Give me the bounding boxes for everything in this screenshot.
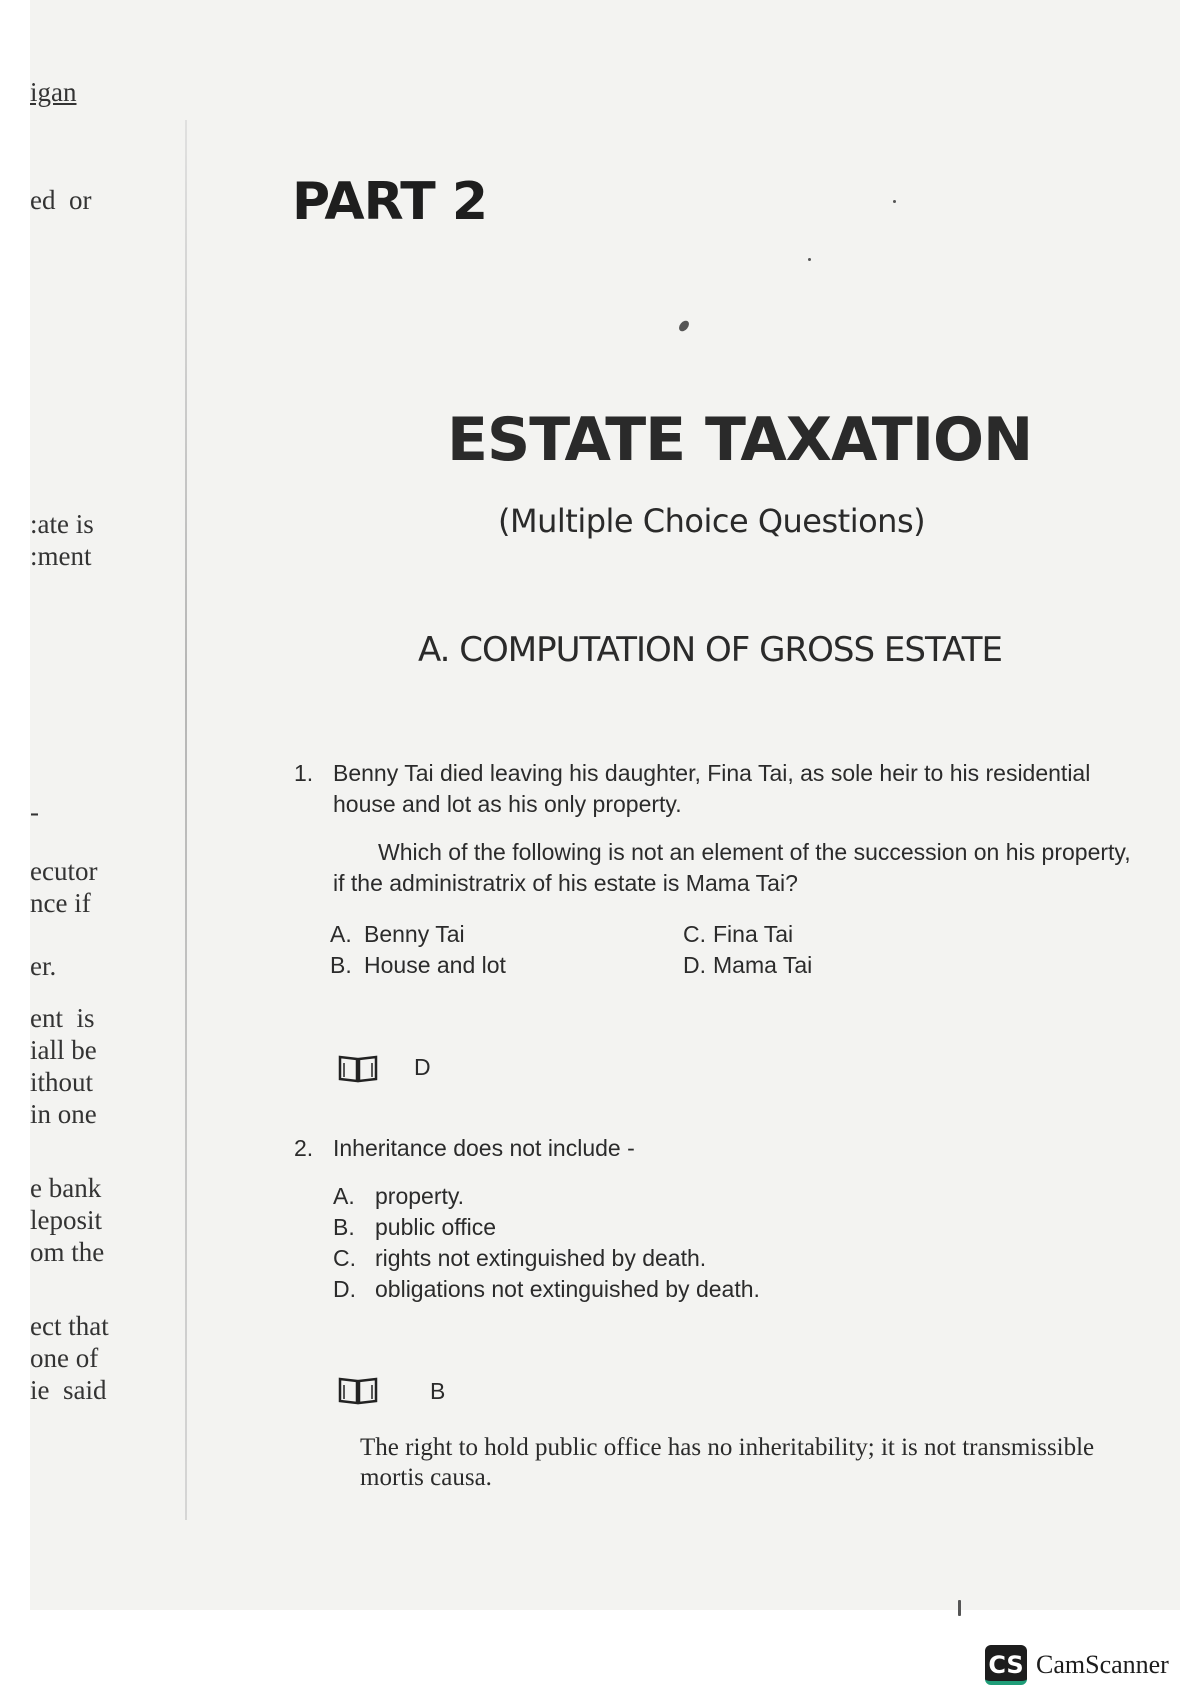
left-margin-fragment: :ate is :ment — [30, 509, 94, 571]
option-text: Benny Tai — [364, 921, 465, 947]
option-text: obligations not extinguished by death. — [375, 1276, 760, 1302]
left-margin-fragment: ect that one of ie said — [30, 1311, 109, 1405]
answer-key: B — [430, 1378, 446, 1404]
option-text: property. — [375, 1183, 465, 1209]
part-heading: PART 2 — [292, 172, 488, 232]
option-text: House and lot — [364, 952, 506, 978]
option-text: Mama Tai — [713, 952, 813, 978]
binding-gutter — [185, 120, 187, 1520]
scan-speck — [958, 1600, 961, 1616]
left-margin-fragment: igan — [30, 77, 77, 107]
camscanner-name: CamScanner — [1036, 1650, 1169, 1679]
option-letter: C. — [683, 921, 706, 947]
explanation-line: The right to hold public office has no inheritability; it is not transmissible — [360, 1434, 1095, 1461]
option-letter: C. — [333, 1245, 356, 1271]
question-number: 1. — [294, 760, 314, 786]
option-text: public office — [375, 1214, 497, 1240]
left-margin-fragment: ent is iall be ithout in one — [30, 1003, 97, 1129]
section-heading: A. COMPUTATION OF GROSS ESTATE — [418, 630, 1002, 670]
option-text: Fina Tai — [713, 921, 794, 947]
question-text-line: Benny Tai died leaving his daughter, Fina Tai, as sole heir to his residential — [333, 760, 1091, 786]
left-margin-fragment: e bank leposit om the — [30, 1173, 105, 1267]
question-prompt-line: Which of the following is not an element of the succession on his property, — [378, 839, 1131, 865]
question-text-line: house and lot as his only property. — [333, 791, 682, 817]
scan-speck — [893, 200, 896, 203]
option-letter: B. — [330, 952, 352, 978]
option-letter: A. — [333, 1183, 355, 1209]
option-letter: A. — [330, 921, 352, 947]
left-margin-fragment: ed or — [30, 185, 92, 215]
open-book-icon — [338, 1053, 378, 1083]
scan-speck — [808, 258, 811, 261]
camscanner-logo: CS — [985, 1645, 1027, 1685]
left-margin-fragment: - — [30, 797, 39, 827]
question-number: 2. — [294, 1135, 314, 1161]
explanation-line: mortis causa. — [360, 1464, 492, 1491]
question-prompt-line: if the administratrix of his estate is Mama Tai? — [333, 870, 798, 896]
page-title: ESTATE TAXATION — [447, 405, 1033, 475]
question-text-line: Inheritance does not include - — [333, 1135, 635, 1161]
page-subtitle: (Multiple Choice Questions) — [498, 502, 926, 540]
answer-key: D — [414, 1054, 431, 1080]
left-margin-fragment: ecutor nce if — [30, 856, 98, 918]
option-letter: B. — [333, 1214, 355, 1240]
option-letter: D. — [333, 1276, 356, 1302]
option-letter: D. — [683, 952, 706, 978]
option-text: rights not extinguished by death. — [375, 1245, 707, 1271]
open-book-icon — [338, 1375, 378, 1405]
left-margin-fragment: er. — [30, 951, 57, 981]
